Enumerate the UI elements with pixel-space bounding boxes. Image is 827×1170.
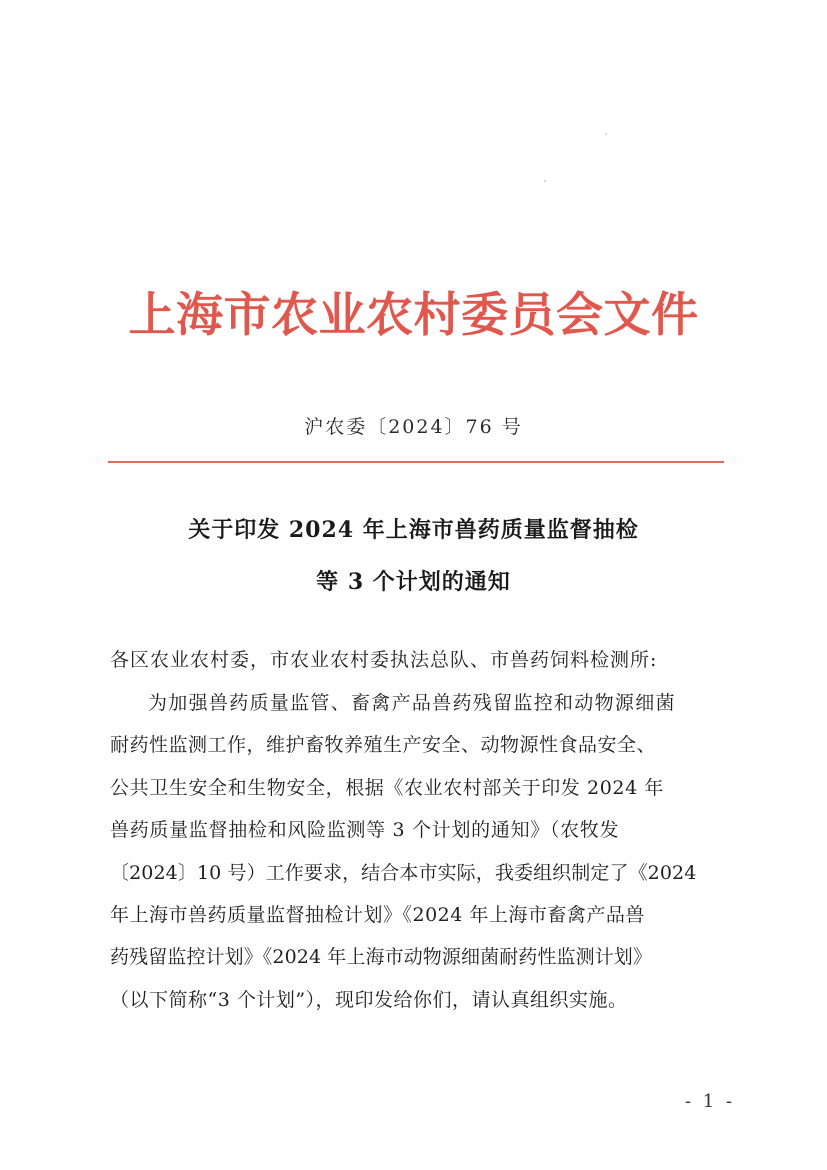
body-line: 耐药性监测工作，维护畜牧养殖生产安全、动物源性食品安全、 — [110, 734, 657, 756]
body-line: 药残留监控计划》《2024 年上海市动物源细菌耐药性监测计划》 — [110, 946, 652, 968]
scan-speck — [605, 133, 607, 135]
document-number: 沪农委〔2024〕76 号 — [304, 416, 523, 438]
page-number: - 1 - — [684, 1091, 736, 1112]
body-line: （以下简称“3 个计划”），现印发给你们，请认真组织实施。 — [110, 989, 628, 1011]
body-line: 兽药质量监督抽检和风险监测等 3 个计划的通知》（农牧发 — [110, 819, 620, 841]
body-line: 年上海市兽药质量监督抽检计划》《2024 年上海市畜禽产品兽 — [110, 904, 645, 926]
body-line: 为加强兽药质量监管、畜禽产品兽药残留监控和动物源细菌 — [148, 692, 676, 714]
issuer-header: 上海市农业农村委员会文件 — [128, 288, 699, 343]
recipients-line: 各区农业农村委，市农业农村委执法总队、市兽药饲料检测所: — [110, 649, 658, 671]
body-line: 〔2024〕10 号）工作要求，结合本市实际，我委组织制定了《2024 — [110, 862, 697, 884]
body-line: 公共卫生安全和生物安全，根据《农业农村部关于印发 2024 年 — [110, 777, 665, 799]
title-line-1: 关于印发 2024 年上海市兽药质量监督抽检 — [188, 517, 639, 543]
red-divider-line — [108, 461, 724, 463]
scan-speck — [544, 180, 546, 182]
title-line-2: 等 3 个计划的通知 — [316, 569, 511, 595]
